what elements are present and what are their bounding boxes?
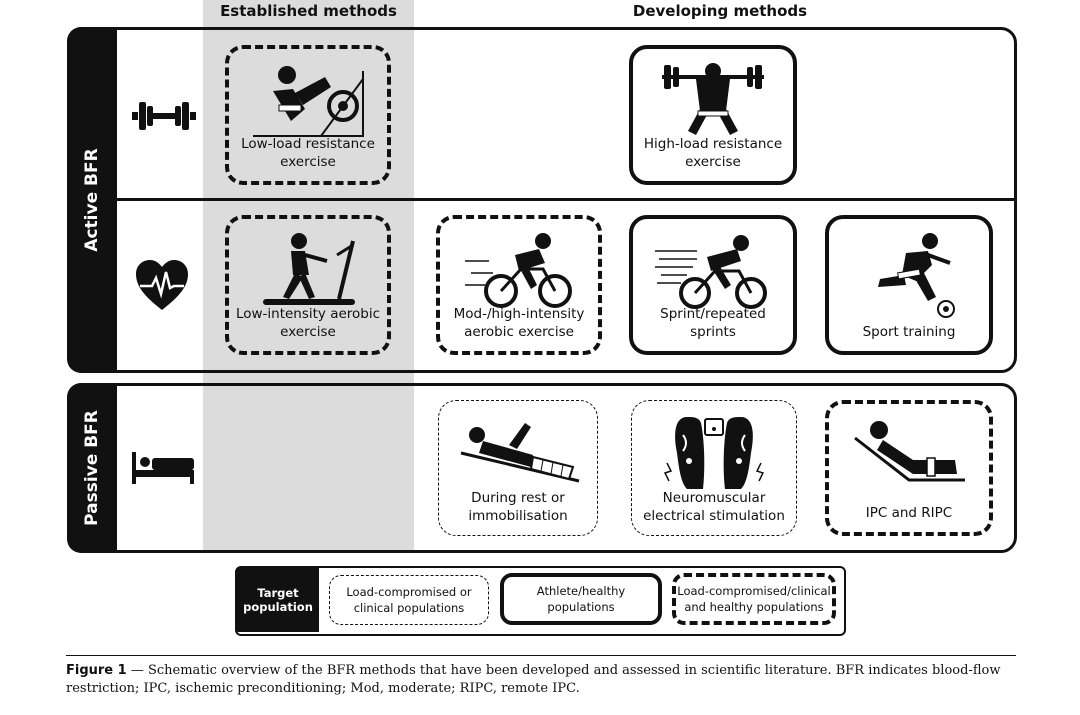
caption-text: — Schematic overview of the BFR methods that have been developed and assessed in scientific literature. BFR indicates blood-flow restriction; IPC, ischemic preconditioning; Mod, moderate; RIPC, remote IPC. [66, 663, 1001, 696]
ipc-ripc-box [825, 400, 993, 536]
high-load-resistance-box [629, 45, 797, 185]
treadmill-icon [253, 231, 363, 311]
cycling-icon [459, 231, 579, 311]
low-intensity-aerobic-label: Low-intensity aerobic exercise [235, 306, 381, 340]
figure-caption [66, 662, 1018, 698]
low-load-resistance-box [225, 45, 391, 185]
heart-pulse-icon [134, 258, 190, 312]
running-soccer-icon [854, 231, 964, 321]
low-intensity-aerobic-box [225, 215, 391, 355]
legend-solid: Athlete/healthy populations [500, 573, 662, 625]
low-load-resistance-label: Low-load resistance exercise [241, 136, 375, 170]
sport-training-box [825, 215, 993, 355]
reclining-cuff-icon [849, 416, 969, 492]
nmes-label: Neuromuscular electrical stimulation [643, 490, 785, 524]
legend-heavy-dashed: Load-compromised/clinical and healthy populations [672, 573, 836, 625]
sprint-label: Sprint/repeated sprints [660, 306, 766, 340]
developing-methods-heading: Developing methods [632, 2, 808, 20]
lying-cast-icon [453, 413, 583, 489]
mod-high-aerobic-label: Mod-/high-intensity aerobic exercise [453, 306, 585, 340]
mod-high-aerobic-box [436, 215, 602, 355]
nmes-legs-icon [659, 413, 769, 493]
ipc-ripc-label: IPC and RIPC [865, 505, 953, 521]
caption-label: Figure 1 [66, 663, 127, 678]
active-divider [117, 198, 1014, 201]
sport-training-label: Sport training [862, 324, 956, 340]
established-methods-heading: Established methods [220, 2, 397, 20]
high-load-resistance-label: High-load resistance exercise [643, 136, 783, 170]
squat-icon [658, 61, 768, 141]
sprint-box [629, 215, 797, 355]
rest-immobilisation-label: During rest or immobilisation [468, 490, 568, 524]
legend-thin-dashed: Load-compromised or clinical populations [329, 575, 489, 625]
legend-title: Target population [237, 568, 319, 632]
caption-rule [66, 655, 1016, 656]
nmes-box [631, 400, 797, 536]
passive-bfr-label: Passive BFR [82, 410, 102, 526]
active-bfr-label: Active BFR [82, 148, 102, 252]
bed-icon [130, 450, 196, 486]
dumbbell-icon [130, 96, 198, 136]
rest-immobilisation-box [438, 400, 598, 536]
leg-press-icon [243, 61, 373, 141]
sprint-cycling-icon [653, 231, 773, 311]
